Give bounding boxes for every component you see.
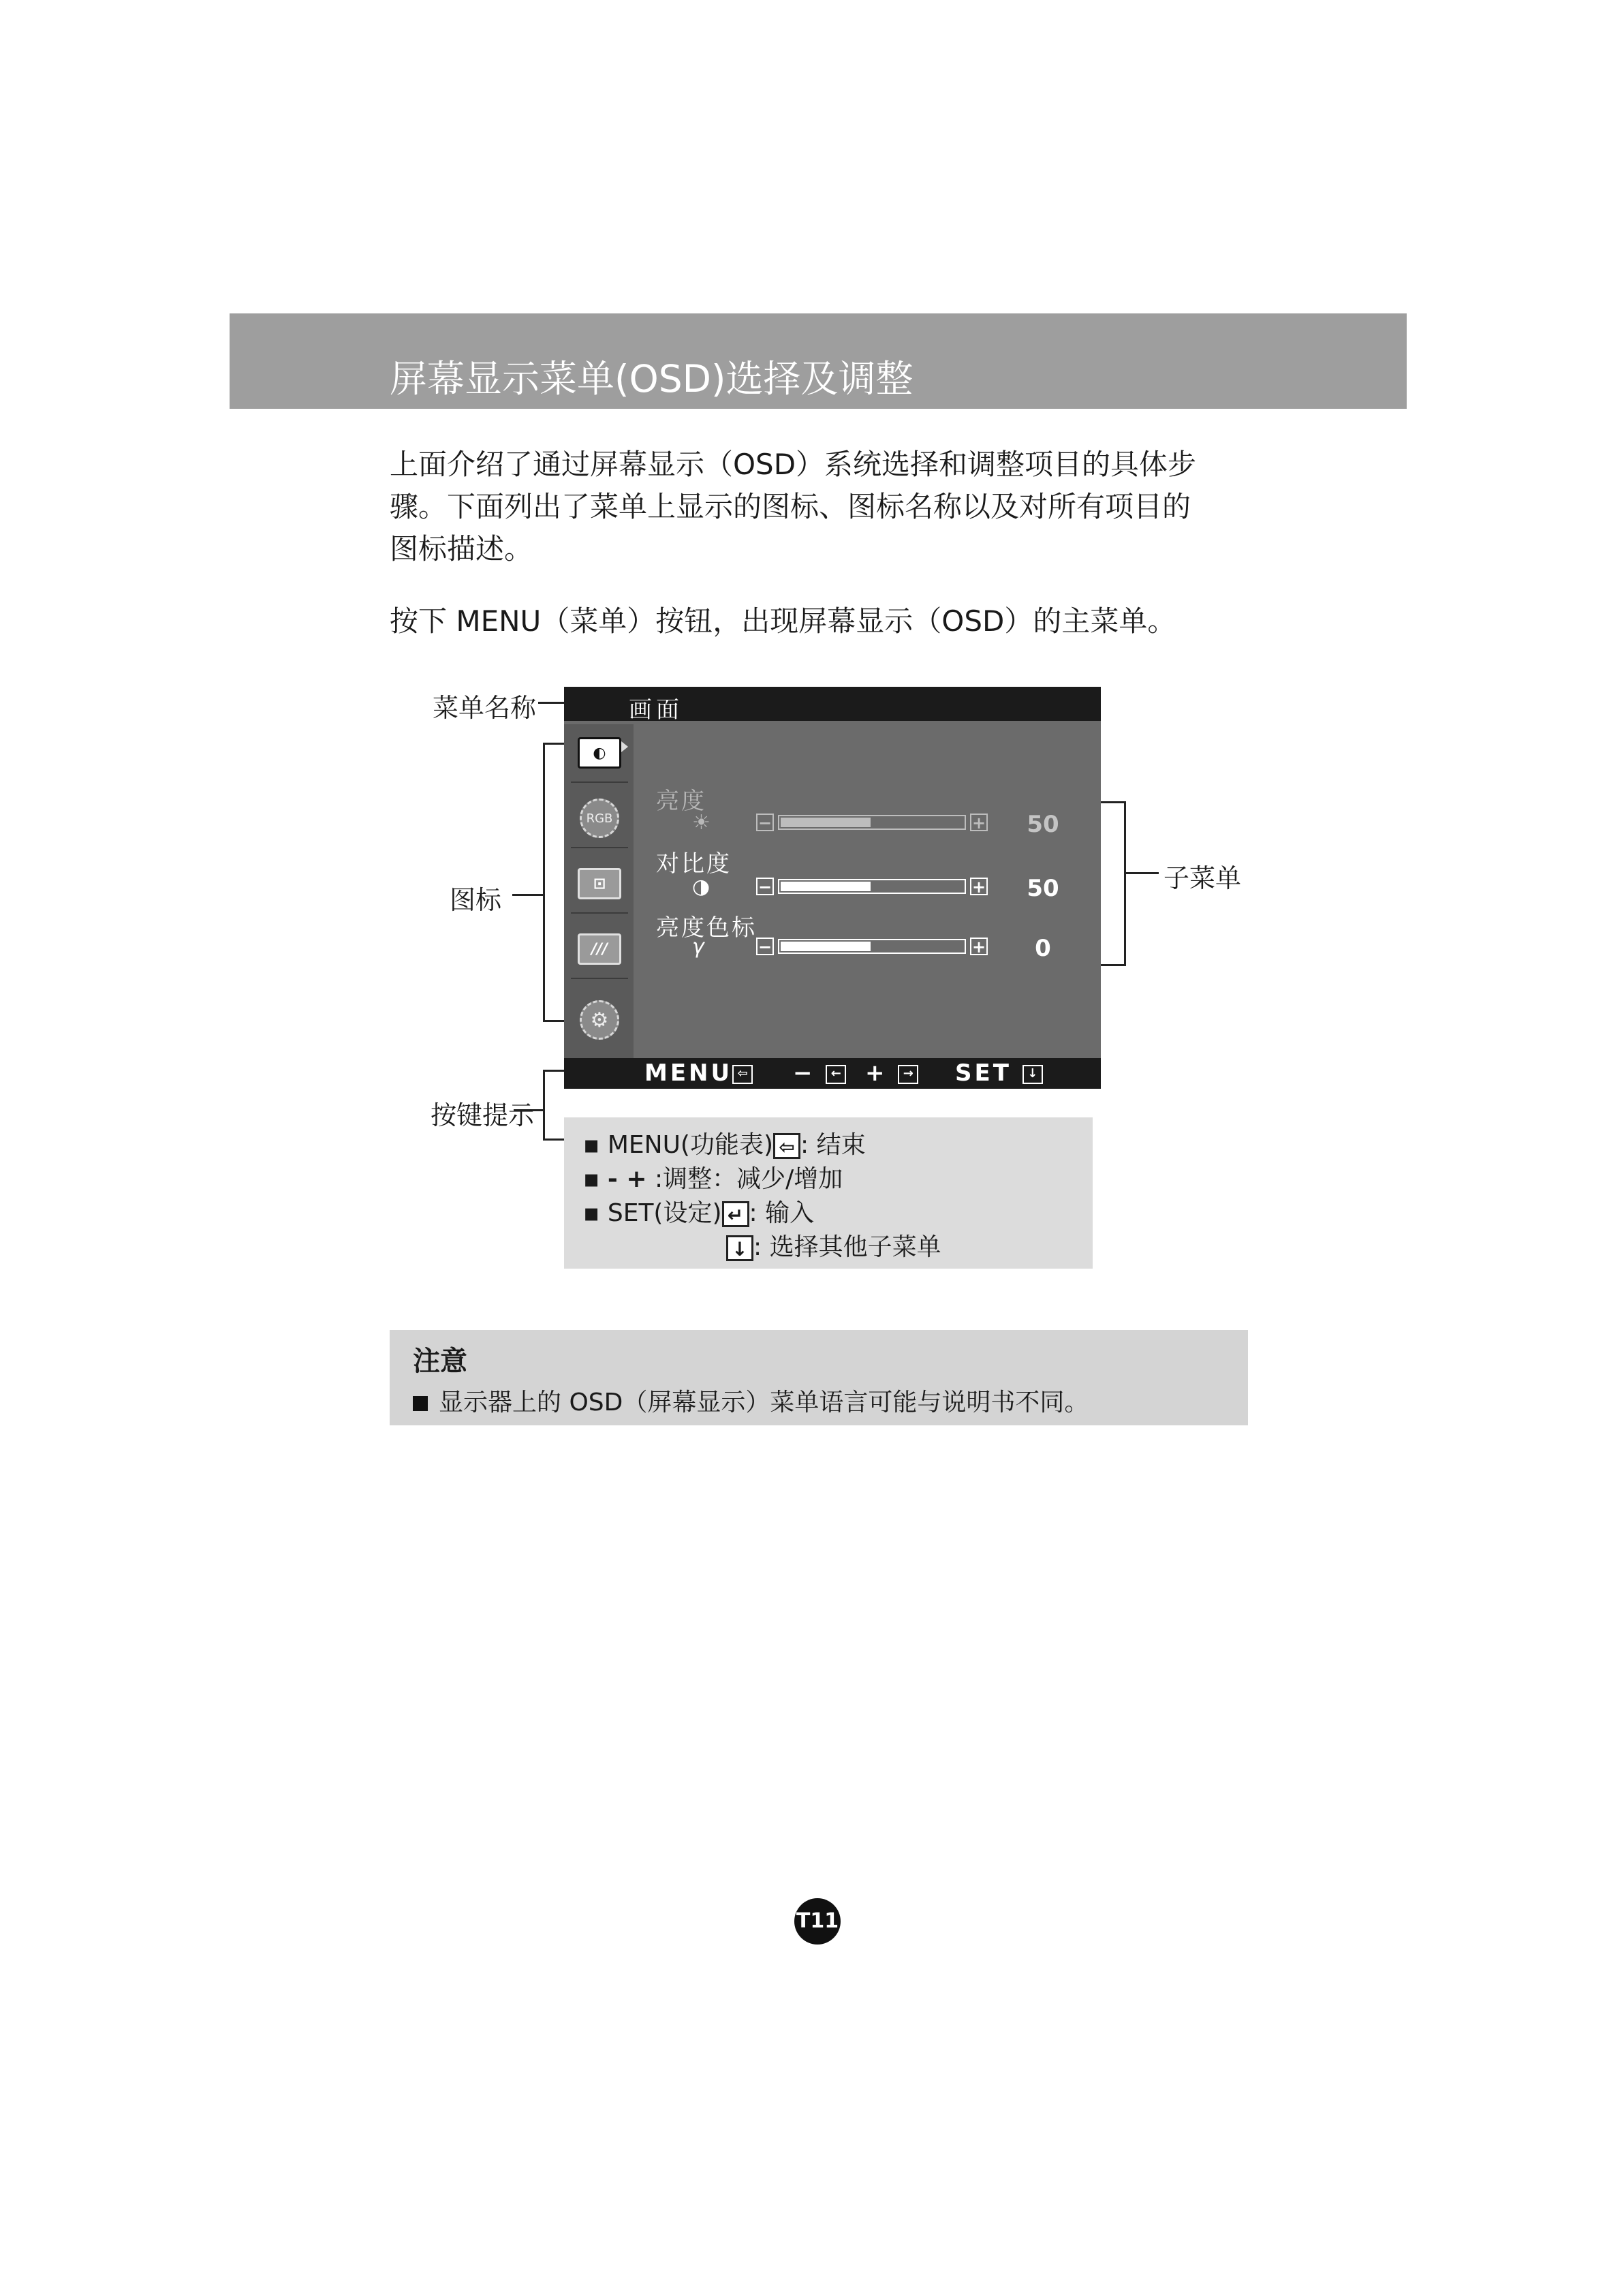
gamma-label: 亮度色标 (656, 914, 757, 942)
menu-key-hint: MENU ⇦ (644, 1059, 753, 1087)
gamma-icon: γ (692, 935, 704, 959)
tracking-icon[interactable]: ⊡ (571, 855, 628, 914)
rgb-color-icon[interactable]: RGB (571, 790, 628, 848)
annotation-submenu: 子菜单 (1164, 863, 1242, 893)
exit-icon: ⇦ (773, 1133, 800, 1159)
minus-icon: − (756, 878, 774, 895)
legend-row-down: ↓ : 选择其他子菜单 (726, 1228, 941, 1263)
gamma-value: 0 (1035, 935, 1051, 962)
minus-icon: − (756, 938, 774, 955)
other-settings-gear-icon[interactable]: ⚙ (571, 991, 628, 1049)
key-hints-bracket (543, 1070, 545, 1141)
osd-icon-column (564, 724, 634, 1058)
contrast-icon: ◑ (692, 875, 710, 899)
osd-title-bar (564, 687, 1101, 724)
plus-icon: + (970, 938, 988, 955)
brightness-sun-icon: ☀ (692, 811, 710, 835)
annotation-key-hints: 按键提示 (431, 1100, 535, 1130)
setup-icon[interactable]: /// (571, 920, 628, 979)
page-number-badge: T11 (794, 1898, 841, 1945)
gamma-slider[interactable] (756, 938, 988, 957)
intro-line-1: 上面介绍了通过屏幕显示（OSD）系统选择和调整项目的具体步 (390, 448, 1197, 481)
selection-arrow-icon (621, 741, 628, 752)
contrast-value: 50 (1027, 875, 1059, 902)
intro-line-2: 骤。下面列出了菜单上显示的图标、图标名称以及对所有项目的 (390, 490, 1191, 523)
contrast-label: 对比度 (656, 850, 732, 878)
instruction-text: 按下 MENU（菜单）按钮，出现屏幕显示（OSD）的主菜单。 (390, 604, 1176, 638)
minus-key-hint: − ← (793, 1059, 846, 1087)
down-arrow-icon: ↓ (1022, 1065, 1043, 1084)
key-legend (564, 1117, 1093, 1269)
brightness-slider[interactable] (756, 814, 988, 833)
set-key-hint: SET ↓ (955, 1059, 1043, 1087)
legend-row-menu: ▪ MENU(功能表) ⇦ : 结束 (583, 1131, 866, 1159)
minus-icon: − (756, 814, 774, 831)
legend-row-adjust: ▪ - + :调整：减少/增加 (583, 1165, 843, 1193)
down-arrow-icon: ↓ (726, 1235, 753, 1261)
left-arrow-icon: ← (826, 1065, 846, 1084)
osd-screen (564, 687, 1101, 1089)
legend-row-set: ▪ SET(设定) ↵ : 输入 (583, 1199, 815, 1227)
note-box (390, 1330, 1248, 1425)
enter-icon: ↵ (722, 1201, 749, 1227)
picture-icon[interactable]: ◐ (571, 724, 628, 783)
annotation-menu-name: 菜单名称 (433, 693, 537, 723)
plus-icon: + (970, 814, 988, 831)
brightness-label: 亮度 (656, 788, 706, 815)
plus-icon: + (970, 878, 988, 895)
osd-menu-title: 画面 (629, 696, 683, 724)
right-arrow-icon: → (898, 1065, 918, 1084)
note-text: 显示器上的 OSD（屏幕显示）菜单语言可能与说明书不同。 (413, 1383, 1089, 1418)
brightness-value: 50 (1027, 811, 1059, 838)
contrast-slider[interactable] (756, 878, 988, 897)
intro-line-3: 图标描述。 (390, 532, 533, 566)
bullet-square-icon (413, 1396, 428, 1411)
annotation-line (538, 702, 564, 704)
osd-footer (564, 1058, 1101, 1089)
icons-bracket (543, 743, 545, 1022)
annotation-icons: 图标 (450, 885, 502, 915)
plus-key-hint: + → (865, 1059, 918, 1087)
note-title: 注意 (413, 1346, 467, 1377)
exit-icon: ⇦ (732, 1065, 753, 1084)
page-title: 屏幕显示菜单(OSD)选择及调整 (390, 357, 914, 401)
